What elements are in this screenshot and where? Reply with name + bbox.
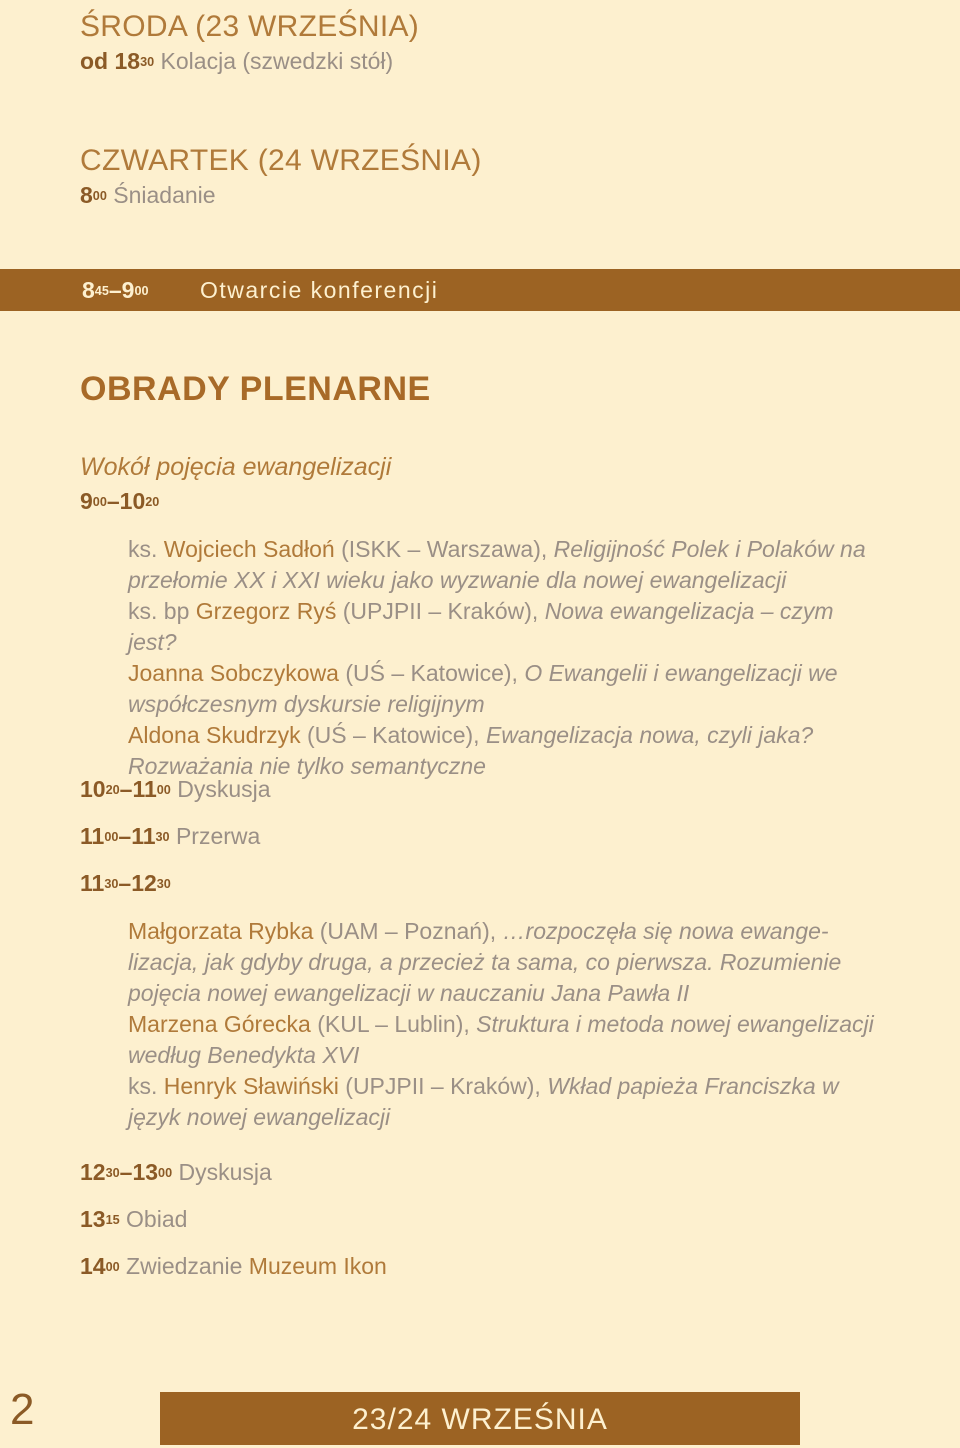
day-title-wednesday: ŚRODA (23 WRZEŚNIA) [80,10,420,43]
speaker-name: Marzena Górecka [128,1011,311,1037]
opening-label: Otwarcie konferencji [200,277,439,303]
footer-date-banner: 23/24 WRZEŚNIA [160,1392,800,1445]
talk-title: Wkład papieża Franciszka w język nowej ewangelizacji [128,1073,839,1130]
speaker-name: Aldona Skudrzyk [128,722,301,748]
talk-entry: Małgorzata Rybka (UAM – Poznań), …rozpoczęła się nowa ewange-lizacja, jak gdyby druga, a przecież ta sama, co pierwsza. Rozumienie pojęcia nowej ewangelizacji w nauczaniu Jana Pawła II [128,918,842,1006]
opening-time: $8^{45}-9^{00}$ [82,277,149,303]
speaker-name: Joanna Sobczykowa [128,660,339,686]
schedule-item-lunch: $13^{15}$ Obiad [80,1206,188,1232]
opening-banner [0,269,960,311]
talks-list-1 [128,534,888,782]
schedule-item-break: $11^{00}-11^{30}$ Przerwa [80,823,261,849]
talk-entry: Aldona Skudrzyk (UŚ – Katowice), Ewangelizacja nowa, czyli jaka? Rozważania nie tylko semantyczne [128,722,814,779]
talk-entry: ks. Wojciech Sadłoń (ISKK – Warszawa), Religijność Polek i Polaków na przełomie XX i XXI wieku jako wyzwanie dla nowej ewangelizacji [128,536,866,593]
day-title-thursday: CZWARTEK (24 WRZEŚNIA) [80,144,482,177]
talk-title: Nowa ewangelizacja – czym jest? [128,598,834,655]
speaker-name: Grzegorz Ryś [195,598,337,624]
block-time-2: $11^{30}-12^{30}$ [80,870,171,896]
time-label: $8^{00}$ [80,182,107,208]
schedule-item-discussion-2: $12^{30}-13^{00}$ Dyskusja [80,1159,272,1185]
item-label: Kolacja (szwedzki stół) [160,48,394,74]
talk-title: Religijność Polek i Polaków na przełomie XX i XXI wieku jako wyzwanie dla nowej ewangelizacji [128,536,866,593]
talk-entry: ks. Henryk Sławiński (UPJPII – Kraków), Wkład papieża Franciszka w język nowej ewangelizacji [128,1073,839,1130]
page-number: 2 [10,1385,35,1434]
schedule-item-discussion-1: $10^{20}-11^{00}$ Dyskusja [80,776,271,802]
item-label: Śniadanie [113,182,216,208]
talks-list-2 [128,916,888,1133]
talk-entry: Joanna Sobczykowa (UŚ – Katowice), O Ewangelii i ewangelizacji we współczesnym dyskursie religijnym [128,660,838,717]
time-label: od $18^{30}$ [80,48,155,74]
speaker-name: Małgorzata Rybka [128,918,314,944]
talk-entry: ks. bp Grzegorz Ryś (UPJPII – Kraków), Nowa ewangelizacja – czym jest? [128,598,834,655]
section-title-plenary: OBRADY PLENARNE [80,370,431,408]
schedule-item-breakfast [80,182,216,209]
schedule-item-dinner [80,48,393,75]
speaker-name: Henryk Sławiński [163,1073,339,1099]
block-time-1: $9^{00}-10^{20}$ [80,488,160,514]
talk-entry: Marzena Górecka (KUL – Lublin), Struktura i metoda nowej ewangelizacji według Benedykta XVI [128,1011,874,1068]
talk-title: Ewangelizacja nowa, czyli jaka? Rozważania nie tylko semantyczne [128,722,814,779]
speaker-name: Wojciech Sadłoń [163,536,335,562]
talk-title: Struktura i metoda nowej ewangelizacji według Benedykta XVI [128,1011,874,1068]
section-subtitle: Wokół pojęcia ewangelizacji [80,453,392,481]
talk-title: O Ewangelii i ewangelizacji we współczesnym dyskursie religijnym [128,660,838,717]
schedule-item-museum-visit: $14^{00}$ Zwiedzanie Muzeum Ikon [80,1253,387,1279]
talk-title: …rozpoczęła się nowa ewange-lizacja, jak gdyby druga, a przecież ta sama, co pierwsza. Rozumienie pojęcia nowej ewangelizacji w nauczaniu Jana Pawła II [128,918,842,1006]
